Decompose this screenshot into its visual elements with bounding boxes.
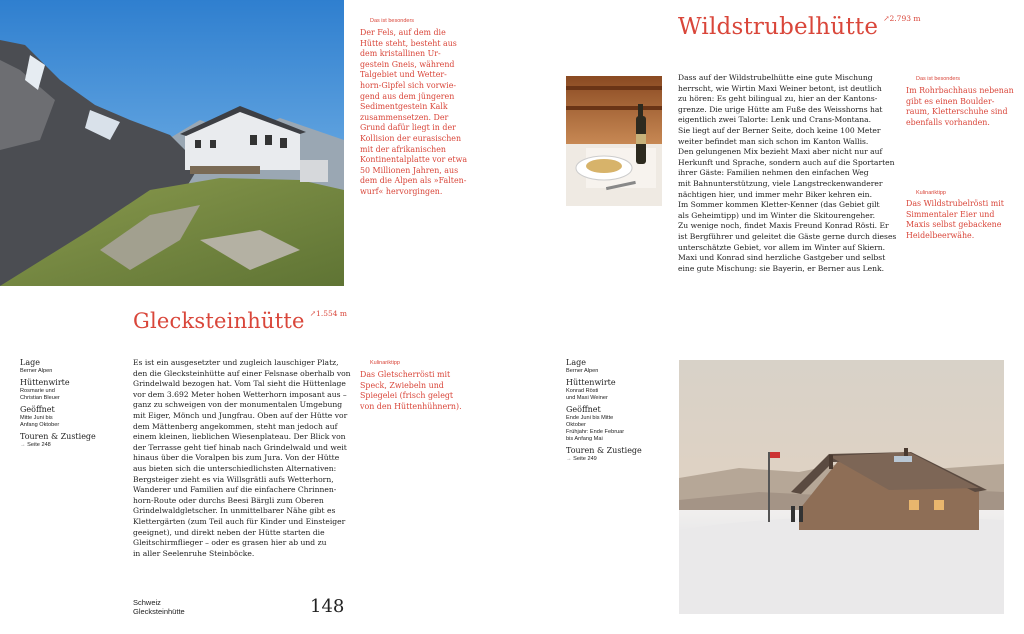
besonders-text-right: Im Rohrbachhaus nebenan gibt es einen Boulder- raum, Kletterschuhe sind ebenfalls vorhanden. (906, 86, 1014, 127)
besonders-label-right: Das ist besonders (916, 76, 961, 82)
wirte-value-right: Konrad Rösti und Maxi Weiner (566, 388, 608, 401)
wirte-label-right: Hüttenwirte (566, 378, 616, 387)
gleckstein-body: Es ist ein ausgesetzter und zugleich lauschiger Platz, den die Glecksteinhütte auf einer Felsnase oberhalb von Grindelwald bezogen hat. Vom Tal sieht die Hüttenlage vor dem 3.692 Meter hohen Wetterhorn imposant aus – ganz zu schweigen von der monumentalen Umgebung mit Eiger, Mönch und Jungfrau. Oben auf der Hütte vor dem Mättenberg angekommen, steht man jedoch auf einem kleinen, lieblichen Wiesenplateau. Der Blick von der Terrasse geht tief hinab nach Grindelwald und weit hinaus über die Voralpen bis zum Jura. Von der Hütte aus bieten sich die unterschiedlichsten Alternativen: Bergsteiger zieht es via Willsgrätli aufs Wetterhorn, Wanderer und Familien auf die einfachere Chrinnen- horn-Route oder durchs Beesi Bärgli zum Oberen Grindelwaldgletscher. In unmittelbarer Nähe gibt es Klettergärten (zum Teil auch für Kinder und Einsteiger geeignet), und direkt neben der Hütte starten die Gleitschirmflieger – oder es grasen hier ab und zu in aller Seelenruhe Steinböcke. (133, 358, 351, 558)
touren-link[interactable] (20, 442, 120, 449)
gleckstein-hut-photo (0, 0, 344, 286)
food-photo (566, 76, 662, 206)
touren-label: Touren & Zustiege (20, 432, 96, 441)
footer-hut: Glecksteinhütte (133, 607, 185, 616)
gleckstein-altitude: 1.554 m (316, 309, 348, 318)
wildstrubel-title-block (678, 14, 921, 40)
besonders-text-left: Der Fels, auf dem die Hütte steht, besteht aus dem kristallinen Ur- gestein Gneis, während Talgebiet und Wetter- horn-Gipfel sich vorwie- gend aus dem jüngeren Sedimentgestein Kalk zusammensetzen. Der Grund dafür liegt in der Kollision der eurasischen mit der afrikanischen Kontinentalplatte vor etwa 50 Millionen Jahren, aus dem die Alpen als »Falten- wurf« hervorgingen. (360, 28, 468, 196)
kulinarik-text-right: Das Wildstrubelrösti mit Simmentaler Eier und Maxis selbst gebackene Heidelbeerwähe. (906, 199, 1004, 240)
geoeffnet-label: Geöffnet (20, 405, 55, 414)
footer-country: Schweiz (133, 598, 161, 607)
kulinarik-label-left: Kulinariktipp (370, 360, 400, 366)
gleckstein-info (20, 358, 120, 452)
altitude-arrow-icon-right: ↗ (883, 14, 890, 23)
kulinarik-label-right: Kulinariktipp (916, 190, 946, 196)
kulinarik-text-left: Das Gletscherrösti mit Speck, Zwiebeln und Spiegelei (frisch gelegt von den Hüttenhühnern). (360, 370, 462, 411)
lage-value: Berner Alpen (20, 368, 53, 374)
wirte-label: Hüttenwirte (20, 378, 70, 387)
geoeffnet-label-right: Geöffnet (566, 405, 601, 414)
wildstrubel-info (566, 358, 666, 466)
wildstrubel-hut-photo (679, 360, 1004, 614)
touren-value-right: Seite 249 (573, 456, 597, 462)
wirte-value: Rosmarie und Christian Bleuer (20, 388, 60, 401)
touren-label-right: Touren & Zustiege (566, 446, 642, 455)
wildstrubel-body: Dass auf der Wildstrubelhütte eine gute Mischung herrscht, wie Wirtin Maxi Weiner betont, ist deutlich zu hören: Es geht bilingual zu, hier an der Kantons- grenze. Die urige Hütte am Fuße des Weisshorns hat eigentlich zwei Talorte: Lenk und Crans-Montana. Sie liegt auf der Berner Seite, doch keine 100 Meter weiter befindet man sich schon im Kanton Wallis. Den gelungenen Mix bezieht Maxi aber nicht nur auf Herkunft und Sprache, sondern auch auf die Sportarten ihrer Gäste: Familien nehmen den einfachen Weg mit Bahnunterstützung, viele Langstreckenwanderer nächtigen hier, und immer mehr Biker kehren ein. Im Sommer kommen Kletter-Kenner (das Gebiet gilt als Geheimtipp) und im Winter die Skitourengeher. Zu wenige noch, findet Maxis Freund Konrad Rösti. Er ist Bergführer und geleitet die Gäste gerne durch dieses unterschätzte Gebiet, vor allem im Winter auf Skiern. Maxi und Konrad sind herzliche Gastgeber und selbst eine gute Mischung: sie Bayerin, er Berner aus Lenk. (678, 73, 897, 273)
geoeffnet-value: Mitte Juni bis Anfang Oktober (20, 415, 60, 428)
lage-label-right: Lage (566, 358, 586, 367)
wildstrubel-title: Wildstrubelhütte (678, 14, 879, 40)
gleckstein-title: Glecksteinhütte (133, 309, 305, 333)
lage-value-right: Berner Alpen (566, 368, 599, 374)
footer-left (133, 598, 185, 616)
page-arrow-icon-right: → (566, 456, 572, 462)
page-number: 148 (310, 596, 345, 617)
altitude-arrow-icon: ↗ (309, 309, 317, 318)
touren-link-right[interactable] (566, 456, 666, 463)
page-arrow-icon: → (20, 442, 26, 448)
lage-label: Lage (20, 358, 40, 367)
geoeffnet-value-right: Ende Juni bis Mitte Oktober Frühjahr: Ende Februar bis Anfang Mai (566, 415, 625, 442)
gleckstein-title-block (133, 309, 347, 333)
wildstrubel-altitude: 2.793 m (889, 14, 921, 23)
besonders-label-left: Das ist besonders (370, 18, 415, 24)
touren-value: Seite 248 (27, 442, 51, 448)
